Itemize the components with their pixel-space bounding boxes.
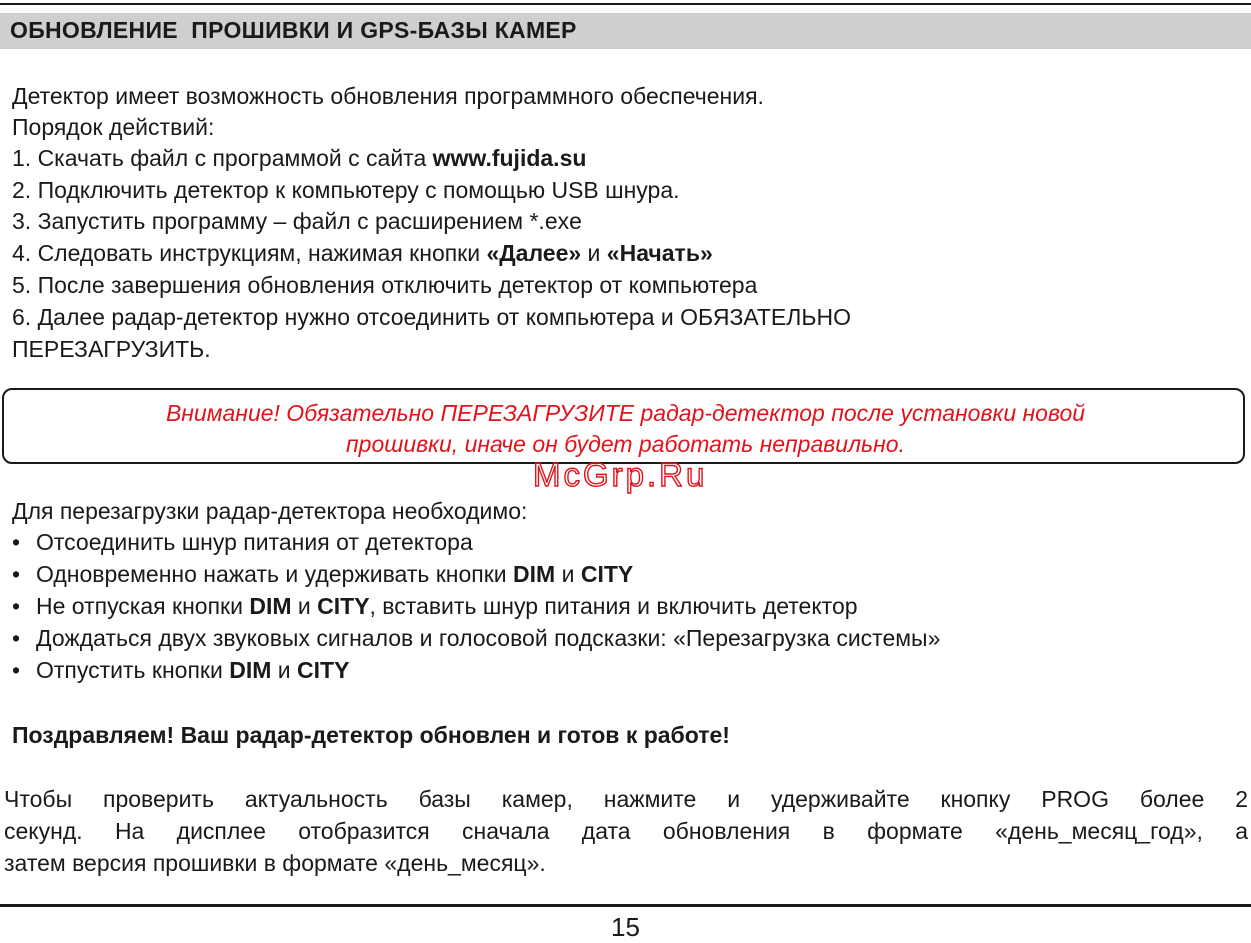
list-item: • Отсоединить шнур питания от детектора (12, 529, 473, 555)
congrats-heading: Поздравляем! Ваш радар-детектор обновлен и готов к работе! (12, 722, 730, 748)
conjunction: и (581, 240, 607, 266)
list-item: • Отпустить кнопки DIM и CITY (12, 657, 350, 683)
warning-text: прошивки, иначе он будет работать неправильно. (346, 431, 905, 457)
dim-key: DIM (249, 593, 292, 619)
bullet: • (12, 593, 21, 619)
bullet: • (12, 529, 21, 555)
step-text: 1. Скачать файл с программой с сайта (12, 145, 433, 171)
step-6: 6. Далее радар-детектор нужно отсоединить от компьютера и ОБЯЗАТЕЛЬНО (12, 304, 851, 330)
top-rule (0, 3, 1251, 5)
step-2: 2. Подключить детектор к компьютеру с помощью USB шнура. (12, 177, 680, 203)
city-key: CITY (580, 561, 634, 587)
start-button-label: «Начать» (606, 240, 713, 266)
bullet: • (12, 625, 21, 651)
footer-rule (0, 904, 1251, 907)
check-paragraph-line: секунд. На дисплее отобразится сначала дата обновления в формате «день_месяц_год», а (4, 818, 1248, 844)
next-button-label: «Далее» (486, 240, 582, 266)
website-link[interactable]: www.fujida.su (432, 145, 587, 171)
step-3: 3. Запустить программу – файл с расширением *.exe (12, 208, 582, 234)
city-key: CITY (317, 593, 370, 619)
dim-key: DIM (229, 657, 272, 683)
list-item: • Одновременно нажать и удерживать кнопки DIM и CITY (12, 561, 634, 587)
dim-key: DIM (513, 561, 556, 587)
step-4 (12, 238, 713, 268)
warning-text: Внимание! Обязательно ПЕРЕЗАГРУЗИТЕ радар-детектор после установки новой (165, 400, 1086, 426)
page-number: 15 (611, 912, 640, 942)
step-text: 4. Следовать инструкциям, нажимая кнопки (12, 240, 487, 266)
bullet: • (12, 561, 21, 587)
section-title: ОБНОВЛЕНИЕ ПРОШИВКИ И GPS-БАЗЫ КАМЕР (10, 17, 577, 43)
step-6-continued: ПЕРЕЗАГРУЗИТЬ. (12, 336, 211, 362)
city-key: CITY (297, 657, 350, 683)
watermark: McGrp.Ru (533, 456, 708, 493)
list-item: • Не отпуская кнопки DIM и CITY, вставить шнур питания и включить детектор (12, 593, 858, 619)
check-paragraph-line: затем версия прошивки в формате «день_месяц». (4, 850, 546, 876)
bullet: • (12, 657, 21, 683)
intro-line: Детектор имеет возможность обновления программного обеспечения. (12, 83, 764, 109)
list-item: • Дождаться двух звуковых сигналов и голосовой подсказки: «Перезагрузка системы» (12, 625, 941, 651)
intro-line: Порядок действий: (12, 114, 215, 140)
step-1 (12, 143, 586, 173)
reboot-intro: Для перезагрузки радар-детектора необходимо: (12, 498, 528, 524)
check-paragraph-line: Чтобы проверить актуальность базы камер, нажмите и удерживайте кнопку PROG более 2 (4, 786, 1248, 812)
step-5: 5. После завершения обновления отключить детектор от компьютера (12, 272, 758, 298)
section-header (0, 13, 1251, 49)
